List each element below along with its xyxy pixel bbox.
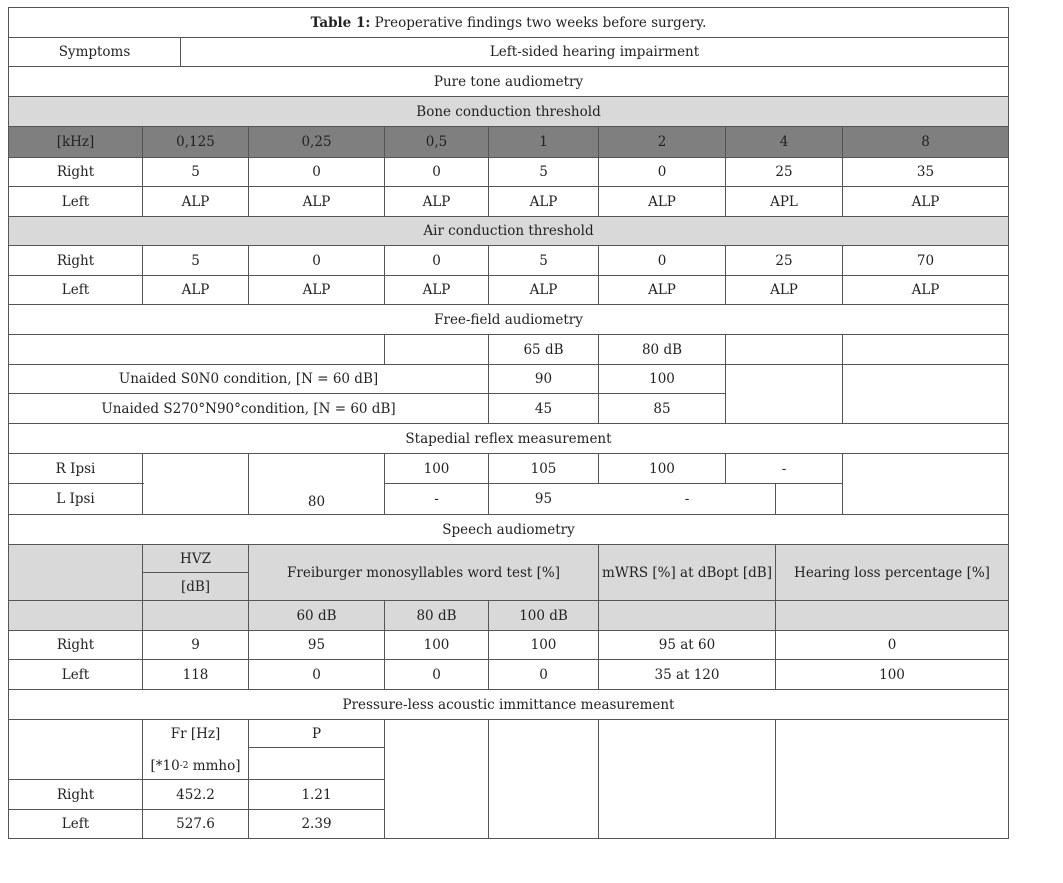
speech-title: Speech audiometry [442, 521, 575, 538]
speech-level: 100 dB [519, 607, 568, 624]
freq-unit-label: [kHz] [56, 134, 95, 150]
free-field-title: Free-field audiometry [434, 311, 583, 328]
table-cell: - [781, 460, 787, 477]
l-ipsi-label: L Ipsi [56, 491, 95, 507]
table-cell: 100 [423, 637, 450, 653]
table-caption [9, 8, 1008, 37]
table-cell: 105 [530, 460, 557, 477]
table-cell: ALP [770, 282, 798, 298]
freq-cell: 8 [921, 134, 930, 150]
bone-left-label: Left [61, 193, 90, 210]
table-cell: 0 [312, 666, 321, 683]
table-cell: 25 [775, 252, 793, 269]
freq-cell: 4 [779, 134, 789, 150]
table-cell: 0 [657, 252, 667, 269]
table-cell: 0 [432, 666, 441, 683]
table-cell: 0 [887, 637, 897, 653]
freq-cell: 1 [539, 134, 548, 150]
immittance-right-label: Right [56, 786, 95, 803]
table-cell: ALP [911, 193, 940, 210]
mwrs-header: mWRS [%] at dBopt [dB] [602, 564, 772, 581]
mmho-unit-pre: [*10 [150, 758, 180, 774]
table-cell: - [684, 491, 690, 507]
speech-level: 80 dB [416, 607, 457, 624]
table-cell: ALP [529, 282, 558, 298]
free-field-col-65: 65 dB [523, 341, 564, 358]
hvz-unit: [dB] [180, 578, 211, 595]
freiburger-header: Freiburger monosyllables word test [%] [287, 564, 560, 581]
free-field-col-80: 80 dB [641, 341, 683, 358]
freq-cell: 0,5 [425, 134, 448, 150]
table-cell: - [434, 491, 439, 507]
table-cell: 70 [916, 252, 935, 269]
table-cell: 95 [307, 637, 326, 653]
table-cell: 0 [657, 164, 667, 180]
table-cell: 85 [653, 400, 671, 417]
fr-header: Fr [Hz] [170, 726, 221, 742]
table-cell: ALP [422, 282, 451, 298]
hvz-label: HVZ [180, 550, 211, 567]
immittance-left-label: Left [61, 816, 90, 832]
table-cell: 5 [539, 252, 548, 269]
table-caption-label: Table 1: [310, 14, 371, 31]
table-cell: 80 [307, 494, 326, 510]
table-cell: 0 [432, 164, 441, 180]
table-cell: 100 [649, 371, 675, 387]
table-cell: 0 [312, 164, 321, 180]
table-cell: 100 [423, 460, 450, 477]
hearing-loss-header: Hearing loss percentage [%] [794, 564, 990, 581]
air-left-label: Left [61, 282, 90, 298]
table-cell: ALP [648, 282, 676, 298]
table-cell: ALP [422, 193, 451, 210]
table-cell: 527.6 [176, 816, 215, 832]
table-cell: 35 [916, 164, 935, 180]
immittance-title: Pressure-less acoustic immittance measurement [342, 696, 675, 713]
table-cell: 100 [879, 666, 905, 683]
pure-tone-section-title: Pure tone audiometry [433, 73, 584, 90]
table-caption-text: Preoperative findings two weeks before surgery. [370, 14, 707, 31]
bone-right-label: Right [56, 164, 95, 180]
table-cell: 118 [182, 666, 209, 683]
table-cell: ALP [181, 193, 210, 210]
table-cell: 25 [775, 164, 793, 180]
table-cell: 452.2 [176, 786, 215, 803]
freq-cell: 2 [657, 134, 667, 150]
table-cell: 5 [191, 164, 200, 180]
table-cell: 100 [649, 460, 675, 477]
table-cell: 1.21 [301, 786, 332, 803]
air-conduction-title: Air conduction threshold [423, 223, 594, 239]
table-cell: 90 [534, 371, 553, 387]
table-cell: ALP [648, 193, 676, 210]
table-cell: 45 [534, 400, 553, 417]
diagnosis-value: Left-sided hearing impairment [489, 44, 700, 60]
table-cell: APL [770, 193, 798, 210]
table-cell: 0 [432, 252, 441, 269]
freq-cell: 0,25 [301, 134, 332, 150]
stapedial-title: Stapedial reflex measurement [405, 430, 612, 447]
table-cell: 0 [539, 666, 548, 683]
mmho-unit: [*10 -2 mmho] [150, 758, 241, 774]
table-cell: ALP [529, 193, 558, 210]
table-cell: 9 [191, 637, 200, 653]
free-field-row1-label: Unaided S0N0 condition, [N = 60 dB] [118, 371, 379, 387]
table-cell: ALP [302, 193, 331, 210]
speech-right-label: Right [56, 637, 95, 653]
table-cell: 100 [530, 637, 557, 653]
air-right-label: Right [56, 252, 95, 269]
r-ipsi-label: R Ipsi [55, 460, 96, 477]
mmho-unit-post: mmho] [188, 758, 241, 774]
freq-cell: 0,125 [176, 134, 215, 150]
symptoms-label: Symptoms [58, 44, 131, 60]
table-cell: 95 at 60 [658, 637, 716, 653]
table-cell: ALP [302, 282, 331, 298]
table-cell: ALP [181, 282, 210, 298]
p-header: P [311, 725, 322, 742]
table-cell: 2.39 [301, 816, 332, 832]
table-cell: 95 [534, 491, 553, 507]
table-cell: 35 at 120 [654, 666, 720, 683]
table-cell: ALP [911, 282, 940, 298]
table-cell: 0 [312, 252, 321, 269]
table-cell: 5 [539, 164, 548, 180]
speech-level: 60 dB [296, 607, 337, 624]
speech-left-label: Left [61, 666, 90, 683]
table-cell: 5 [191, 252, 200, 269]
free-field-row2-label: Unaided S270°N90°condition, [N = 60 dB] [101, 400, 396, 417]
bone-conduction-title: Bone conduction threshold [416, 103, 601, 120]
